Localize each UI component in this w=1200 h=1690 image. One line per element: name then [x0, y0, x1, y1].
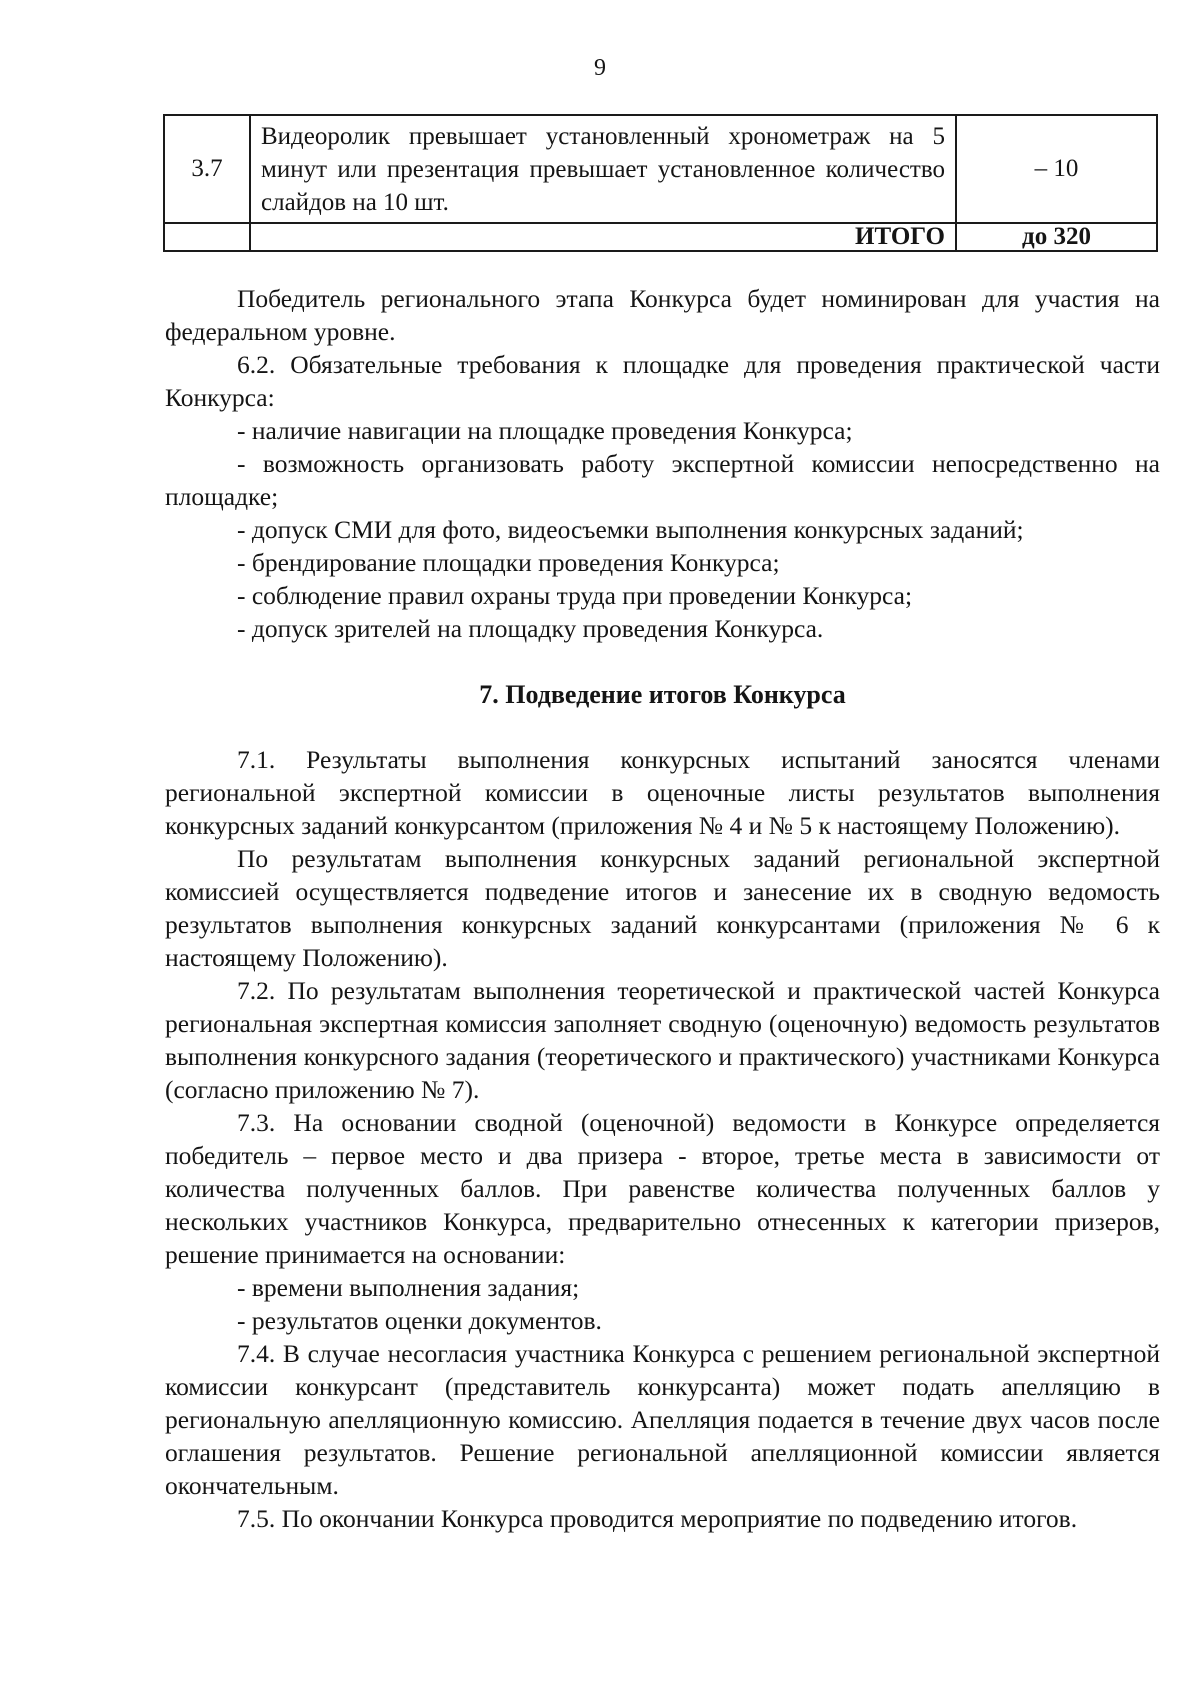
document-body	[165, 282, 1160, 1535]
paragraph-7-5: 7.5. По окончании Конкурса проводится мероприятие по подведению итогов.	[237, 1504, 1078, 1533]
scoring-table	[163, 114, 1158, 252]
list-item: - наличие навигации на площадке проведения Конкурса;	[237, 416, 853, 445]
list-item: - соблюдение правил охраны труда при проведении Конкурса;	[237, 581, 913, 610]
paragraph-7-1-cont: По результатам выполнения конкурсных заданий региональной экспертной комиссией осуществляется подведение итогов и занесение их в сводную ведомость результатов выполнения конкурсных заданий конкурсантами (приложения № 6 к настоящему Положению).	[165, 844, 1160, 972]
total-value: до 320	[956, 223, 1157, 251]
paragraph-winner: Победитель регионального этапа Конкурса будет номинирован для участия на федеральном уровне.	[165, 284, 1160, 346]
list-item: - допуск зрителей на площадку проведения Конкурса.	[237, 614, 824, 643]
criterion-points: – 10	[956, 115, 1157, 223]
paragraph-7-2: 7.2. По результатам выполнения теоретической и практической частей Конкурса региональная экспертная комиссия заполняет сводную (оценочную) ведомость результатов выполнения конкурсного задания (теоретического и практического) участниками Конкурса (согласно приложению № 7).	[165, 976, 1160, 1104]
list-item: - времени выполнения задания;	[237, 1273, 580, 1302]
paragraph-7-3: 7.3. На основании сводной (оценочной) ведомости в Конкурсе определяется победитель – первое место и два призера - второе, третье места в зависимости от количества полученных баллов. При равенстве количества полученных баллов у нескольких участников Конкурса, предварительно отнесенных к категории призеров, решение принимается на основании:	[165, 1108, 1160, 1269]
list-item: - возможность организовать работу экспертной комиссии непосредственно на площадке;	[165, 449, 1160, 511]
section-heading: 7. Подведение итогов Конкурса	[479, 680, 846, 709]
criterion-number: 3.7	[164, 115, 250, 223]
empty-cell	[164, 223, 250, 251]
total-label: ИТОГО	[250, 223, 956, 251]
list-item: - результатов оценки документов.	[237, 1306, 602, 1335]
criterion-text: Видеоролик превышает установленный хронометраж на 5 минут или презентация превышает установленное количество слайдов на 10 шт.	[250, 115, 956, 223]
paragraph-6-2: 6.2. Обязательные требования к площадке для проведения практической части Конкурса:	[165, 350, 1160, 412]
table-row	[164, 115, 1157, 223]
list-item: - брендирование площадки проведения Конкурса;	[237, 548, 780, 577]
paragraph-7-1: 7.1. Результаты выполнения конкурсных испытаний заносятся членами региональной экспертной комиссии в оценочные листы результатов выполнения конкурсных заданий конкурсантом (приложения № 4 и № 5 к настоящему Положению).	[165, 745, 1160, 840]
table-total-row	[164, 223, 1157, 251]
paragraph-7-4: 7.4. В случае несогласия участника Конкурса с решением региональной экспертной комиссии конкурсант (представитель конкурсанта) может подать апелляцию в региональную апелляционную комиссию. Апелляция подается в течение двух часов после оглашения результатов. Решение региональной апелляционной комиссии является окончательным.	[165, 1339, 1160, 1500]
list-item: - допуск СМИ для фото, видеосъемки выполнения конкурсных заданий;	[237, 515, 1024, 544]
page-number: 9	[594, 55, 606, 81]
